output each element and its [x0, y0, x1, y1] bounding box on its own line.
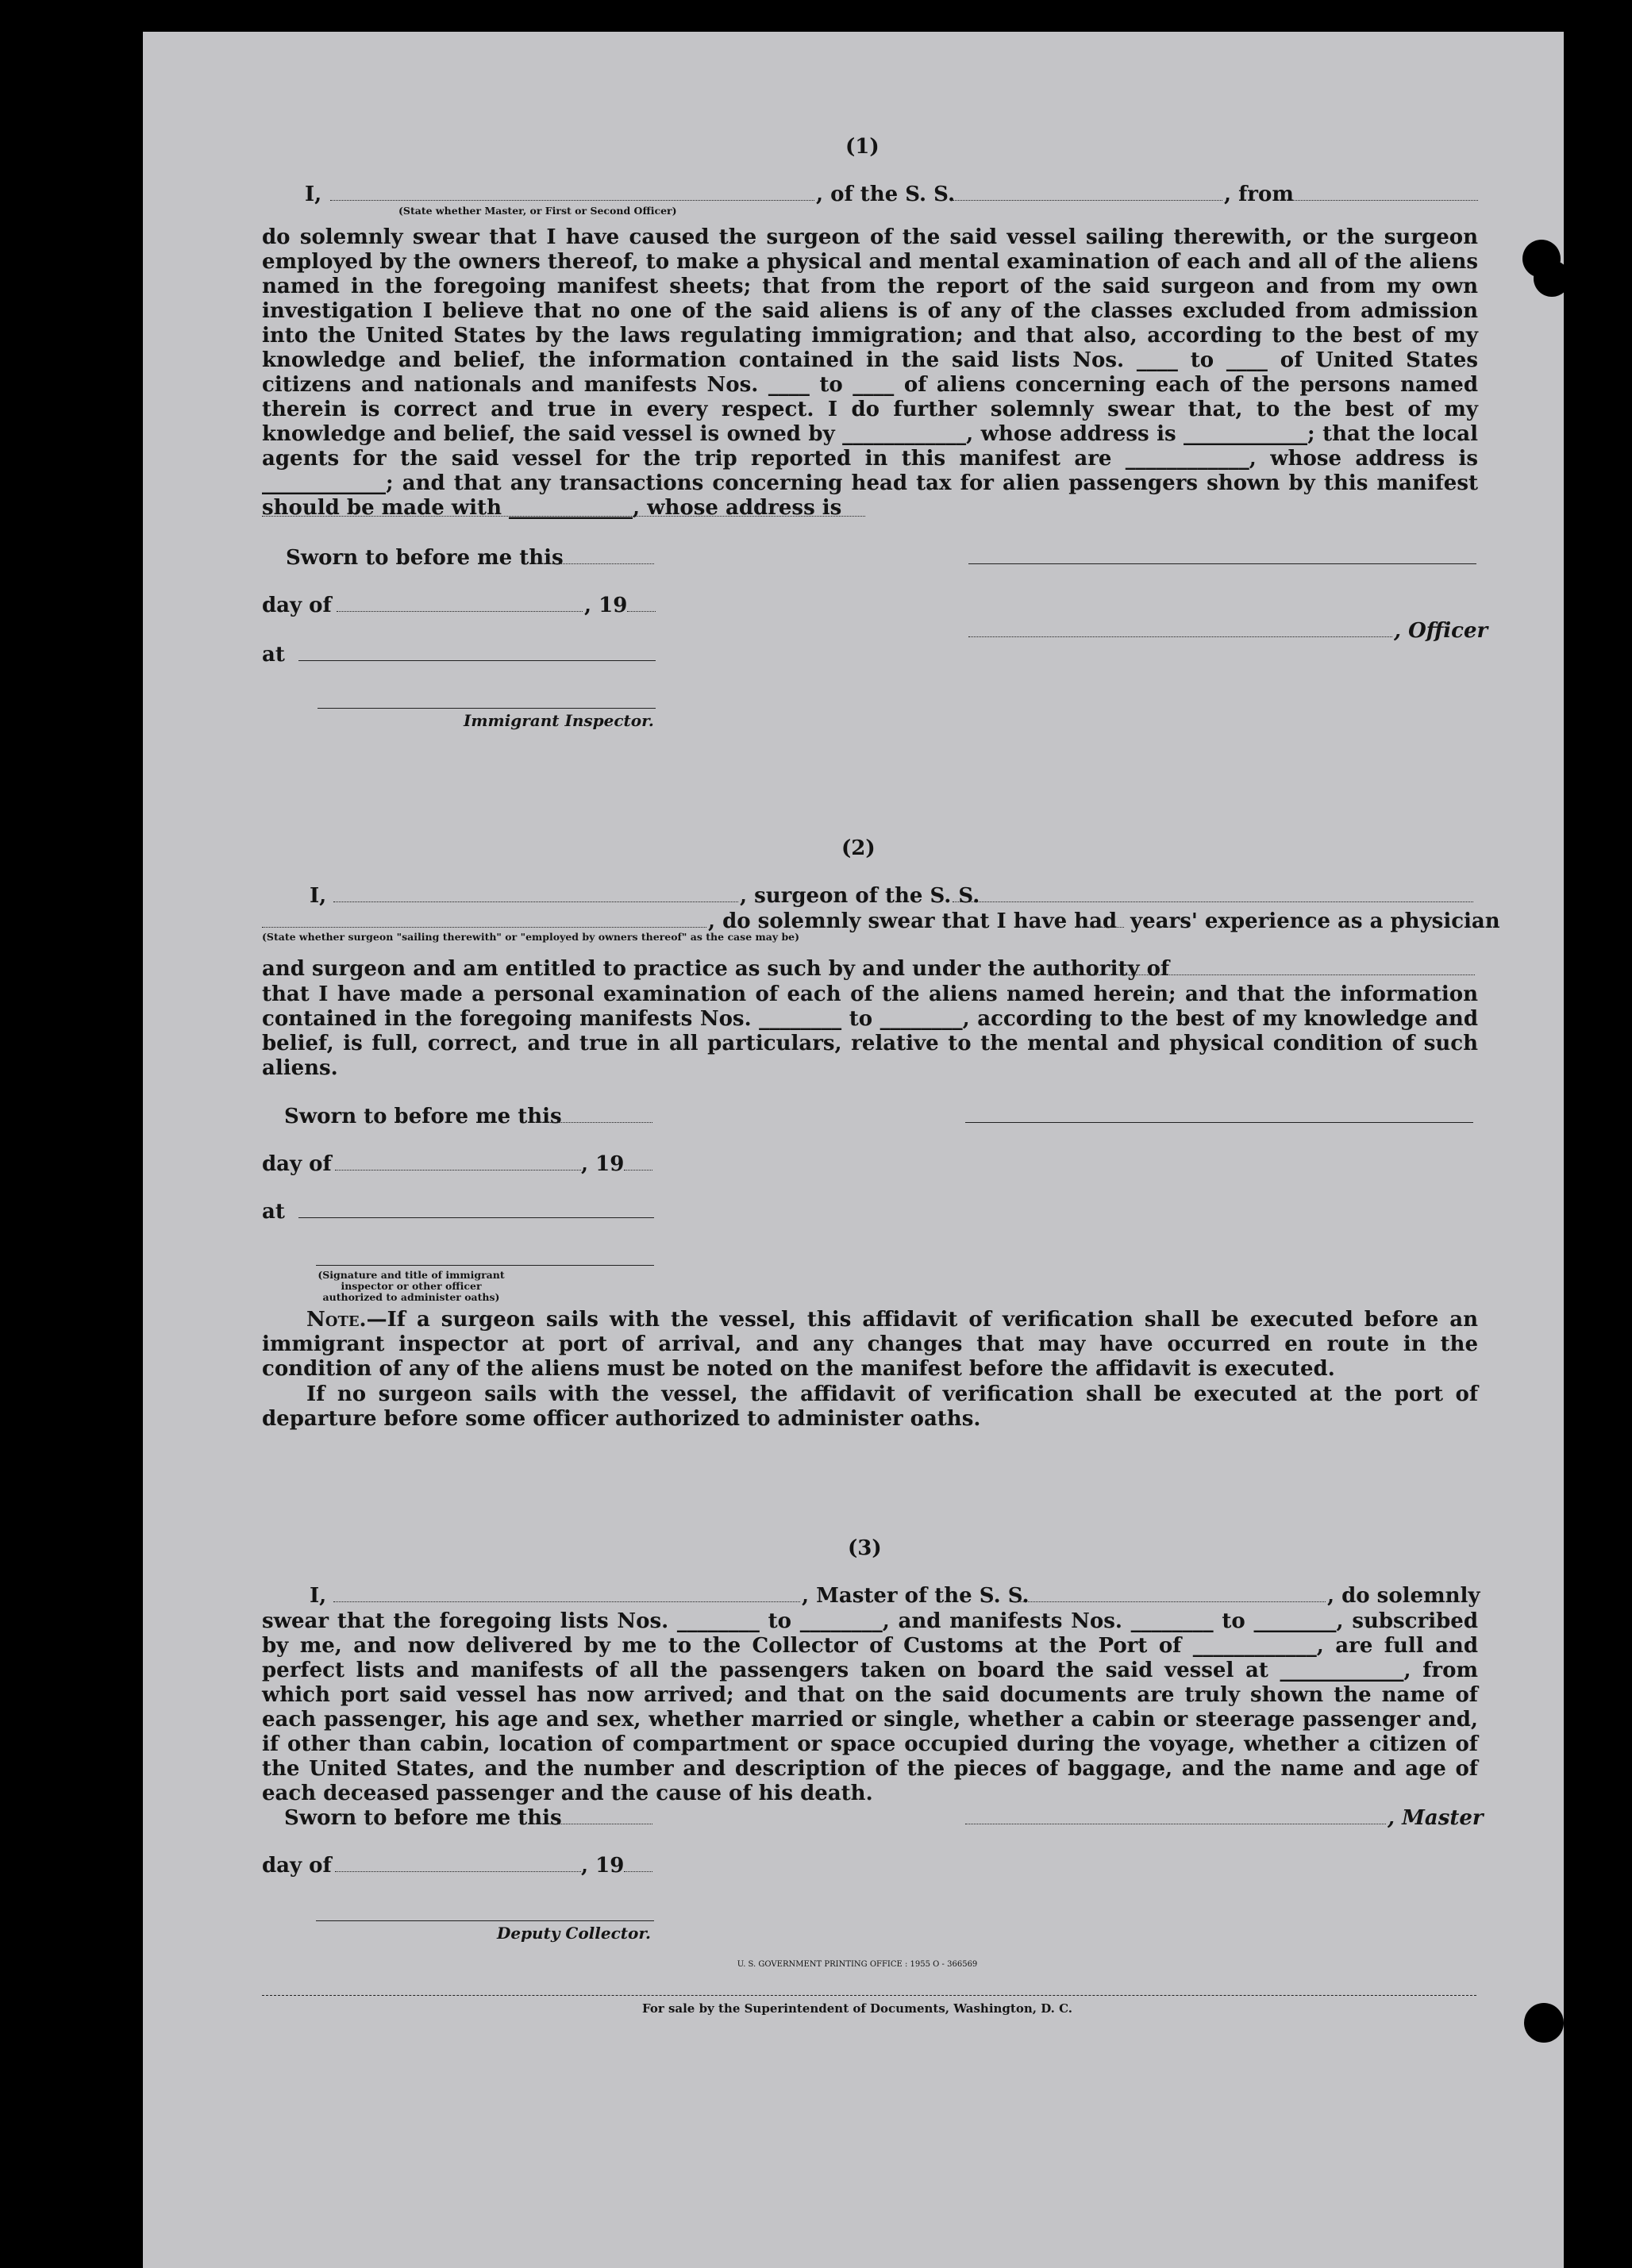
swear-line-label: , do solemnly swear that I have had [708, 909, 1118, 933]
surgeon-hint: (State whether surgeon "sailing therewith" or "employed by owners thereof" as the case may be) [262, 931, 800, 943]
section-3-body: swear that the foregoing lists Nos. ________ to ________, and manifests Nos. ________ to ________, subscribed by me, and now delivered by me to the Collector of Customs at the Port of ____________, are full and perfect lists and manifests of all the passengers taken on board the said vessel at ____________, from which port said vessel has now arrived; and that on the said documents are truly shown the name of each passenger, his age and sex, whether married or single, whether a cabin or steerage passenger and, if other than cabin, location of compartment or space occupied during the voyage, whether a citizen of the United States, and the number and description of the pieces of baggage, and the name and age of each deceased passenger and the cause of his death. [262, 1609, 1478, 1805]
section-2-number: (2) [841, 836, 876, 860]
year-blank-3[interactable] [624, 1871, 652, 1872]
sworn-label-3: Sworn to before me this [284, 1806, 562, 1830]
punch-hole-top-b [1534, 260, 1564, 297]
sworn-label-1: Sworn to before me this [286, 546, 564, 570]
printing-office-line: U. S. GOVERNMENT PRINTING OFFICE : 1955 O - 366569 [737, 1960, 978, 1969]
at-place-blank-1[interactable] [298, 660, 656, 661]
years-label: years' experience as a physician [1130, 909, 1500, 933]
inspector-signature-blank-1[interactable] [318, 708, 656, 709]
note-label: Note. [306, 1308, 367, 1332]
sworn-label-2: Sworn to before me this [284, 1105, 562, 1128]
master-signature-blank[interactable] [968, 563, 1476, 564]
day-month-blank-3[interactable] [335, 1871, 581, 1872]
surgeon-ship-blank[interactable] [953, 901, 1473, 902]
surgeon-status-blank[interactable] [262, 927, 706, 928]
authorized-officer-label: (Signature and title of immigrant inspector or other officer authorized to administer oaths) [318, 1269, 505, 1303]
officer-title-blank[interactable] [968, 636, 1392, 637]
note-text: —If a surgeon sails with the vessel, this affidavit of verification shall be executed before an immigrant inspector at port of arrival, and any changes that may have occurred en route in the condition of any of the aliens must be noted on the manifest before the affidavit is executed. [262, 1308, 1478, 1381]
footer-rule [262, 1995, 1476, 1996]
sworn-date-blank-1[interactable] [535, 563, 654, 564]
of-ss-label: , of the S. S. [816, 183, 956, 206]
officer-label: , Officer [1394, 619, 1488, 643]
section-3-number: (3) [848, 1536, 882, 1560]
immigrant-inspector-label: Immigrant Inspector. [464, 711, 654, 730]
year-label-1: , 19 [584, 594, 628, 617]
day-of-label-1: day of [262, 594, 332, 617]
authority-label: and surgeon and am entitled to practice as such by and under the authority of [262, 957, 1170, 981]
surgeon-note-2: If no surgeon sails with the vessel, the affidavit of verification shall be executed at the port of departure before some officer authorized to administer oaths. [262, 1382, 1478, 1431]
day-month-blank-2[interactable] [335, 1170, 581, 1171]
surgeon-signature-blank[interactable] [965, 1122, 1473, 1123]
master-name-blank[interactable] [330, 200, 814, 201]
inspector-signature-blank-2[interactable] [316, 1265, 654, 1266]
at-place-blank-2[interactable] [298, 1217, 654, 1218]
surgeon-of-label: , surgeon of the S. S. [740, 884, 980, 908]
sale-notice: For sale by the Superintendent of Documents, Washington, D. C. [641, 2001, 1073, 2016]
day-month-blank-1[interactable] [337, 611, 583, 612]
ship-name-blank[interactable] [953, 200, 1222, 201]
day-of-label-3: day of [262, 1854, 332, 1878]
year-blank-1[interactable] [627, 611, 656, 612]
year-label-2: , 19 [581, 1152, 625, 1176]
sworn-date-blank-2[interactable] [533, 1122, 652, 1123]
surgeon-name-blank[interactable] [333, 901, 738, 902]
at-label-1: at [262, 643, 285, 667]
master-of-label: , Master of the S. S. [802, 1584, 1030, 1608]
master-hint: (State whether Master, or First or Second Officer) [398, 205, 677, 217]
day-of-label-2: day of [262, 1152, 332, 1176]
section-2-body: that I have made a personal examination of each of the aliens named herein; and that the information contained in the foregoing manifests Nos. ________ to ________, according to the best of my knowledge and belief, is full, correct, and true in all particulars, relative to the mental and physical condition of such aliens. [262, 982, 1478, 1080]
section-1-number: (1) [845, 135, 880, 159]
years-blank[interactable] [1076, 927, 1124, 928]
deputy-collector-label: Deputy Collector. [497, 1924, 652, 1943]
from-port-blank[interactable] [1292, 200, 1478, 201]
collector-signature-blank[interactable] [316, 1920, 654, 1921]
master-label: , Master [1388, 1806, 1484, 1830]
master-name-blank-3[interactable] [333, 1601, 800, 1602]
master-ship-blank[interactable] [1016, 1601, 1326, 1602]
authority-blank[interactable] [1041, 974, 1475, 975]
punch-hole-bottom [1524, 2003, 1564, 2043]
year-label-3: , 19 [581, 1854, 625, 1878]
section-1-body-end-blank[interactable] [262, 516, 865, 517]
year-blank-2[interactable] [624, 1170, 652, 1171]
form-sheet [143, 32, 1564, 2268]
from-label: , from [1224, 183, 1294, 206]
surgeon-note [262, 1308, 1478, 1387]
section-1-body: do solemnly swear that I have caused the surgeon of the said vessel sailing therewith, or the surgeon employed by the owners thereof, to make a physical and mental examination of each and all of the aliens named in the foregoing manifest sheets; that from the report of the said surgeon and from my own investigation I believe that no one of the said aliens is of any of the classes excluded from admission into the United States by the laws regulating immigration; and that also, according to the best of my knowledge and belief, the information contained in the said lists Nos. ____ to ____ of United States citizens and nationals and manifests Nos. ____ to ____ of aliens concerning each of the persons named therein is correct and true in every respect. I do further solemnly swear that, to the best of my knowledge and belief, the said vessel is owned by ____________, whose address is ____________; that the local agents for the said vessel for the trip reported in this manifest are ____________, whose address is ____________; and that any transactions concerning head tax for alien passengers shown by this manifest should be made with ____________, whose address is [262, 225, 1478, 520]
section-1-lead: I, [305, 183, 322, 206]
section-3-lead: I, [310, 1584, 327, 1608]
at-label-2: at [262, 1200, 285, 1224]
section-2-lead: I, [310, 884, 327, 908]
solemnly-label: , do solemnly [1327, 1584, 1480, 1608]
